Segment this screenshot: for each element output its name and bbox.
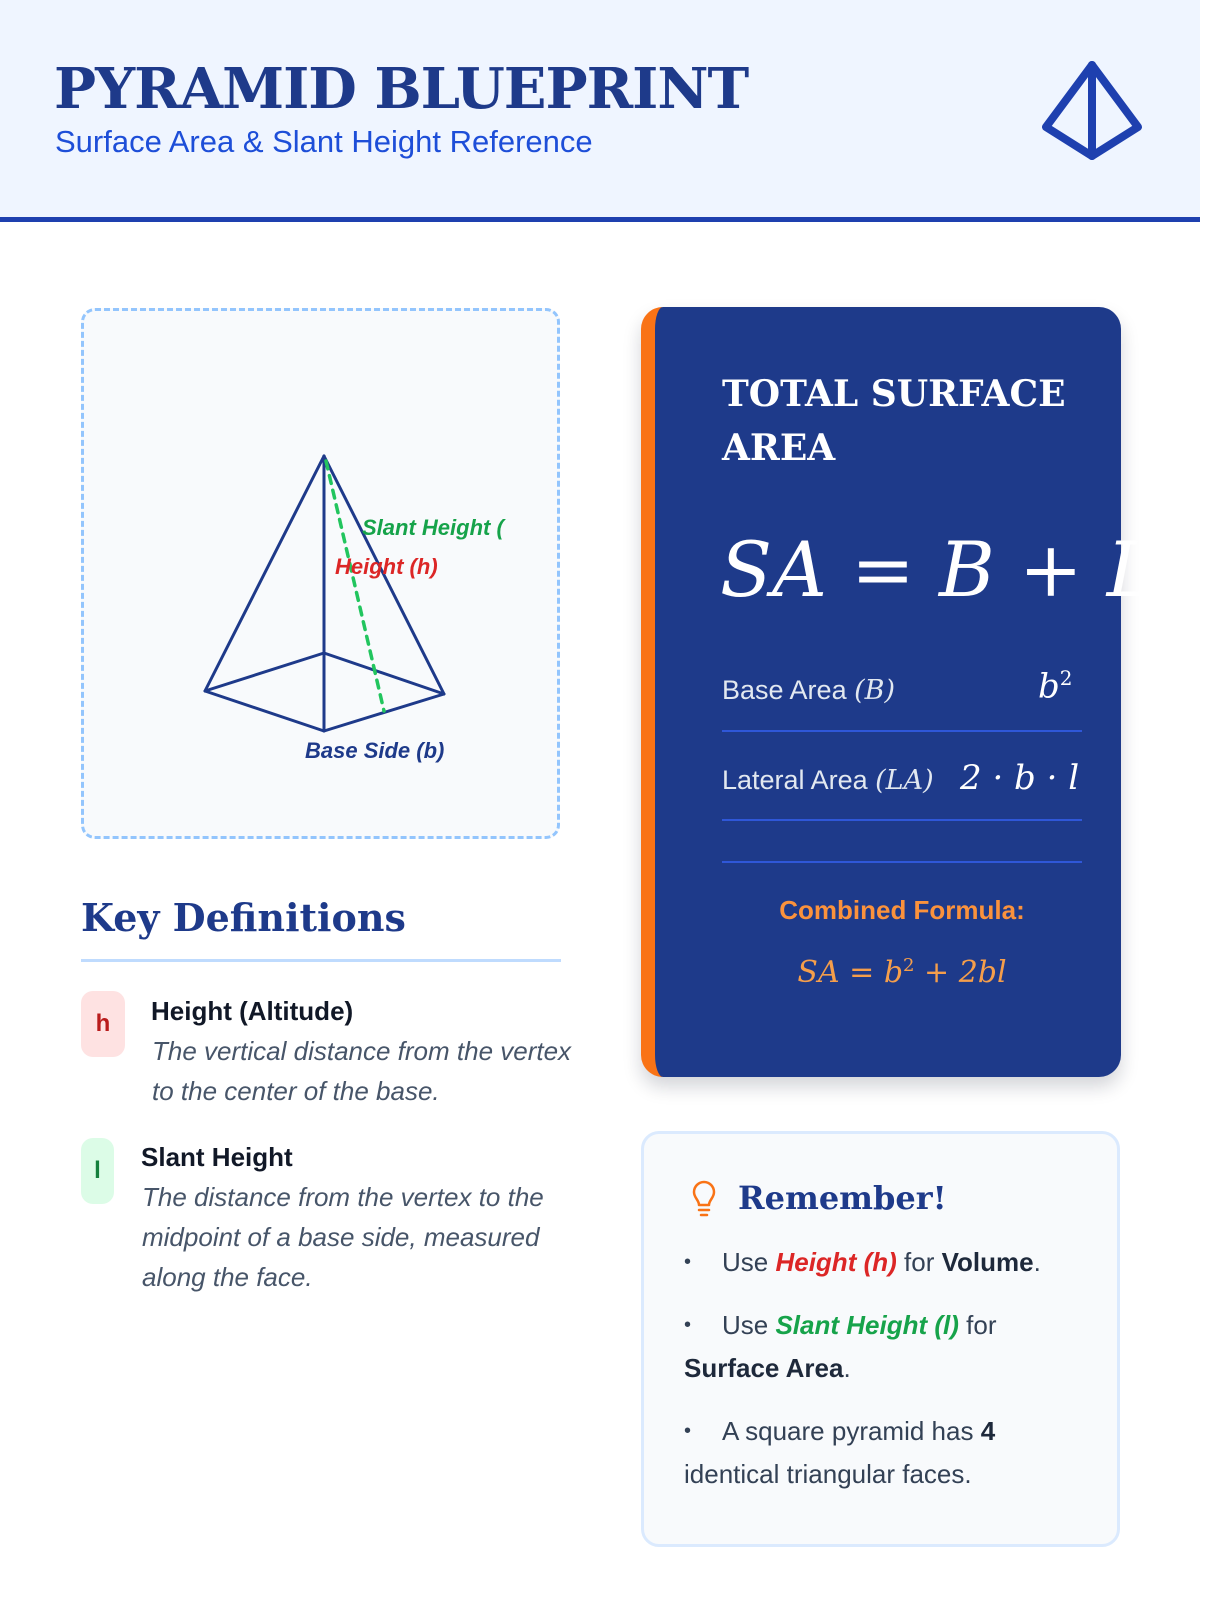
combined-formula-exponent: 2 [903, 955, 915, 976]
card-title: TOTAL SURFACE AREA [722, 373, 1066, 469]
lateral-area-value: 2 · b · l [960, 758, 1080, 798]
base-area-value-exponent: 2 [1059, 666, 1073, 690]
definitions-heading: Key Definitions [81, 895, 406, 940]
base-side-label: Base Side (b) [305, 738, 445, 763]
combined-formula-label: Combined Formula: [779, 895, 1025, 925]
tip-strong: Volume [941, 1247, 1034, 1277]
slant-height-badge: l [81, 1138, 114, 1204]
surface-area-card [641, 307, 1212, 1077]
combined-formula-suffix: + 2bl [914, 955, 1007, 990]
card-divider [722, 819, 1082, 821]
lateral-area-label-text: Lateral Area [722, 765, 868, 795]
lateral-area-variable: (LA) [875, 765, 934, 796]
base-area-label [722, 675, 895, 706]
combined-formula [722, 955, 1082, 990]
tip-text: for [896, 1247, 942, 1277]
combined-formula-prefix: SA = b [797, 955, 904, 990]
card-divider [722, 730, 1082, 732]
height-label: Height (h) [335, 554, 438, 579]
lightbulb-icon [692, 1181, 716, 1219]
tip-item [684, 1410, 1094, 1496]
height-description: The vertical distance from the vertex to the center of the base. [152, 1036, 572, 1106]
base-area-value-base: b [1038, 666, 1060, 707]
edge-front-left [205, 691, 324, 731]
base-area-variable: (B) [854, 675, 896, 706]
slant-height-label: Slant Height ( [362, 515, 504, 540]
tip-text: A square pyramid has [722, 1416, 981, 1446]
tip-strong: Surface Area [684, 1353, 844, 1383]
main-equation: SA = B + LA [720, 525, 1212, 614]
definitions-divider [81, 959, 561, 962]
tip-text: Use [722, 1310, 776, 1340]
tip-strong: 4 [980, 1416, 996, 1446]
remember-heading: Remember! [738, 1179, 947, 1217]
card-divider [722, 861, 1082, 863]
base-area-value [1038, 666, 1073, 706]
slant-height-line [326, 461, 384, 711]
tip-item [684, 1304, 1094, 1390]
page-header [0, 0, 1200, 222]
tip-text: for [958, 1310, 997, 1340]
tip-emphasis: Slant Height (l) [775, 1310, 959, 1340]
height-term: Height (Altitude) [151, 996, 354, 1026]
tip-text: identical triangular faces. [684, 1459, 972, 1489]
base-area-label-text: Base Area [722, 675, 847, 705]
page-subtitle: Surface Area & Slant Height Reference [55, 124, 593, 159]
bullet-icon: • [684, 1251, 692, 1273]
tip-text: Use [722, 1247, 776, 1277]
tip-emphasis: Height (h) [775, 1247, 897, 1277]
page-title: PYRAMID BLUEPRINT [54, 56, 749, 122]
edge-apex-left [205, 456, 324, 691]
tip-text: . [843, 1353, 851, 1383]
bullet-icon: • [684, 1420, 692, 1442]
slant-height-term: Slant Height [141, 1142, 293, 1172]
bullet-icon: • [684, 1314, 692, 1336]
remember-card [641, 1131, 1120, 1547]
pyramid-outline-icon [1042, 60, 1146, 162]
slant-height-description: The distance from the vertex to the midpoint of a base side, measured along the face. [142, 1182, 544, 1292]
tip-item [684, 1241, 1094, 1284]
lateral-area-label [722, 765, 934, 796]
tip-text: . [1033, 1247, 1041, 1277]
height-badge: h [81, 991, 125, 1057]
pyramid-diagram [81, 308, 560, 839]
